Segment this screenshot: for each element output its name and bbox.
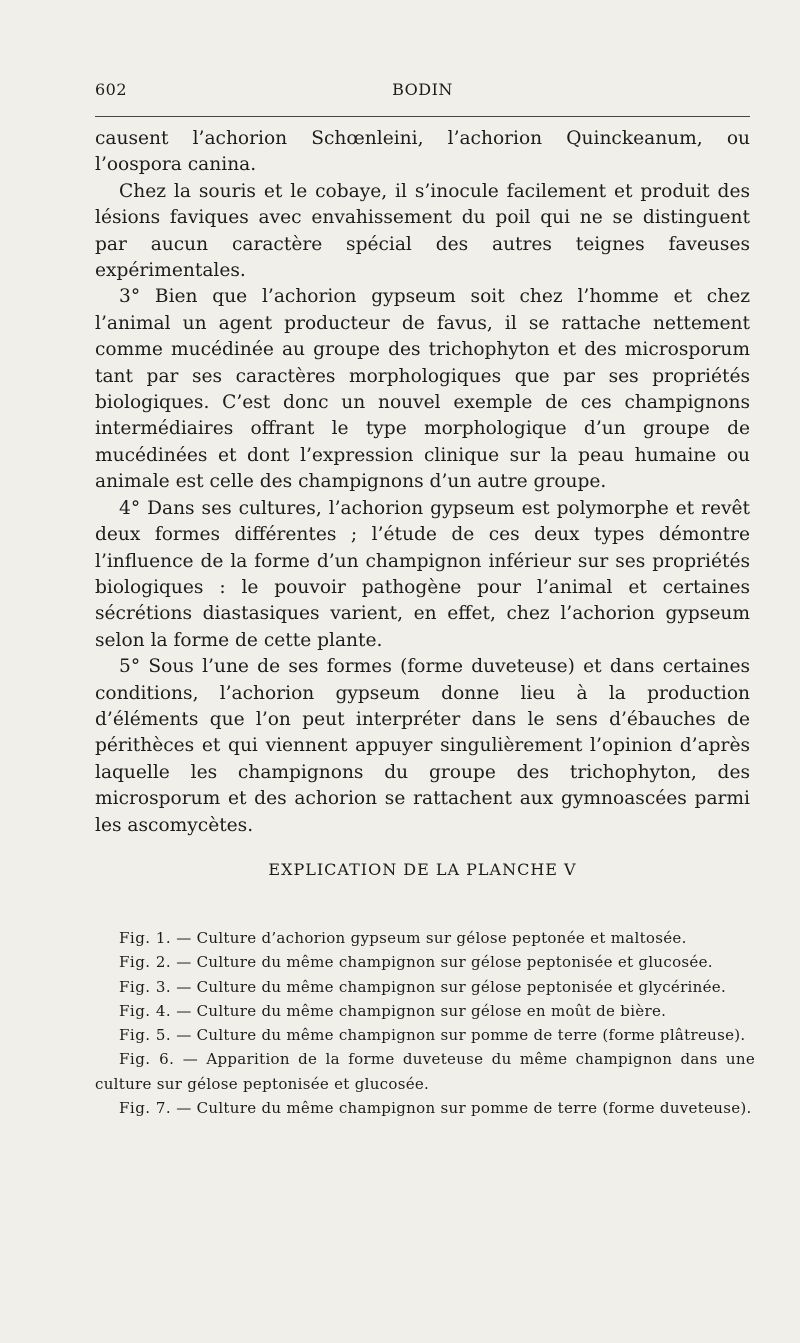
figure-description: — Culture du même champignon sur pomme de terre (forme duveteuse). — [176, 1099, 752, 1118]
figure-description: — Culture d’achorion gypseum sur gélose peptonée et maltosée. — [176, 929, 687, 947]
figure-caption-list — [95, 926, 755, 1120]
running-head — [95, 80, 750, 104]
paragraph: 3° Bien que l’achorion gypseum soit chez l’homme et chez l’animal un agent producteur de favus, il se rattache nettement comme mucédinée au groupe des trichophyton et des microsporum tant par ses caractères morphologiques que par ses propriétés biologiques. C’est donc un nouvel exemple de ces champignons intermédiaires offrant le type morphologique d’un groupe de mucédinées et dont l’expression clinique sur la peau humaine ou animale est celle des champignons d’un autre groupe. — [95, 286, 750, 493]
figure-caption — [95, 1047, 755, 1096]
figure-label: Fig. 3. — [119, 977, 172, 996]
figure-description: — Apparition de la forme duveteuse du même champignon dans une culture sur gélose peptonisée et glucosée. — [95, 1050, 756, 1093]
figure-caption — [95, 975, 755, 999]
figure-caption — [95, 1023, 755, 1047]
figure-description: — Culture du même champignon sur gélose peptonisée et glycérinée. — [176, 977, 727, 996]
figure-caption — [95, 999, 755, 1023]
figure-caption — [95, 1096, 755, 1120]
section-title: EXPLICATION DE LA PLANCHE V — [268, 860, 577, 879]
paragraph: causent l’achorion Schœnleini, l’achorion Quinckeanum, ou l’oospora canina. — [95, 128, 750, 176]
paragraph: Chez la souris et le cobaye, il s’inocule facilement et produit des lésions faviques avec envahissement du poil qui ne se distinguent par aucun caractère spécial des autres teignes faveuses expérimentales. — [95, 180, 750, 282]
figure-caption — [95, 926, 755, 950]
figure-description: — Culture du même champignon sur gélose peptonisée et glucosée. — [176, 953, 713, 972]
body-text — [95, 126, 750, 839]
running-title: BODIN — [392, 80, 453, 99]
figure-label: Fig. 7. — [119, 1099, 172, 1118]
figure-description: — Culture du même champignon sur gélose en moût de bière. — [176, 1001, 667, 1020]
header-rule — [95, 116, 750, 117]
figure-label: Fig. 6. — [119, 1050, 175, 1069]
figure-label: Fig. 5. — [119, 1026, 172, 1045]
figure-caption — [95, 950, 755, 974]
page-number: 602 — [95, 80, 128, 99]
figure-label: Fig. 1. — [119, 929, 172, 947]
figure-description: — Culture du même champignon sur pomme de terre (forme plâtreuse). — [176, 1026, 746, 1045]
figure-label: Fig. 2. — [119, 953, 172, 972]
paragraph: 5° Sous l’une de ses formes (forme duveteuse) et dans certaines conditions, l’achorion gypseum donne lieu à la production d’éléments que l’on peut interpréter dans le sens d’ébauches de périthèces et qui viennent appuyer singulièrement l’opinion d’après laquelle les champignons du groupe des trichophyton, des microsporum et des achorion se rattachent aux gymnoascées parmi les ascomycètes. — [95, 656, 750, 836]
figure-label: Fig. 4. — [119, 1001, 172, 1020]
document-page — [95, 0, 756, 1343]
paragraph: 4° Dans ses cultures, l’achorion gypseum est polymorphe et revêt deux formes différentes ; l’étude de ces deux types démontre l’influence de la forme d’un champignon inférieur sur ses propriétés biologiques : le pouvoir pathogène pour l’animal et certaines sécrétions diastasiques varient, en effet, chez l’achorion gypseum selon la forme de cette plante. — [95, 497, 750, 651]
